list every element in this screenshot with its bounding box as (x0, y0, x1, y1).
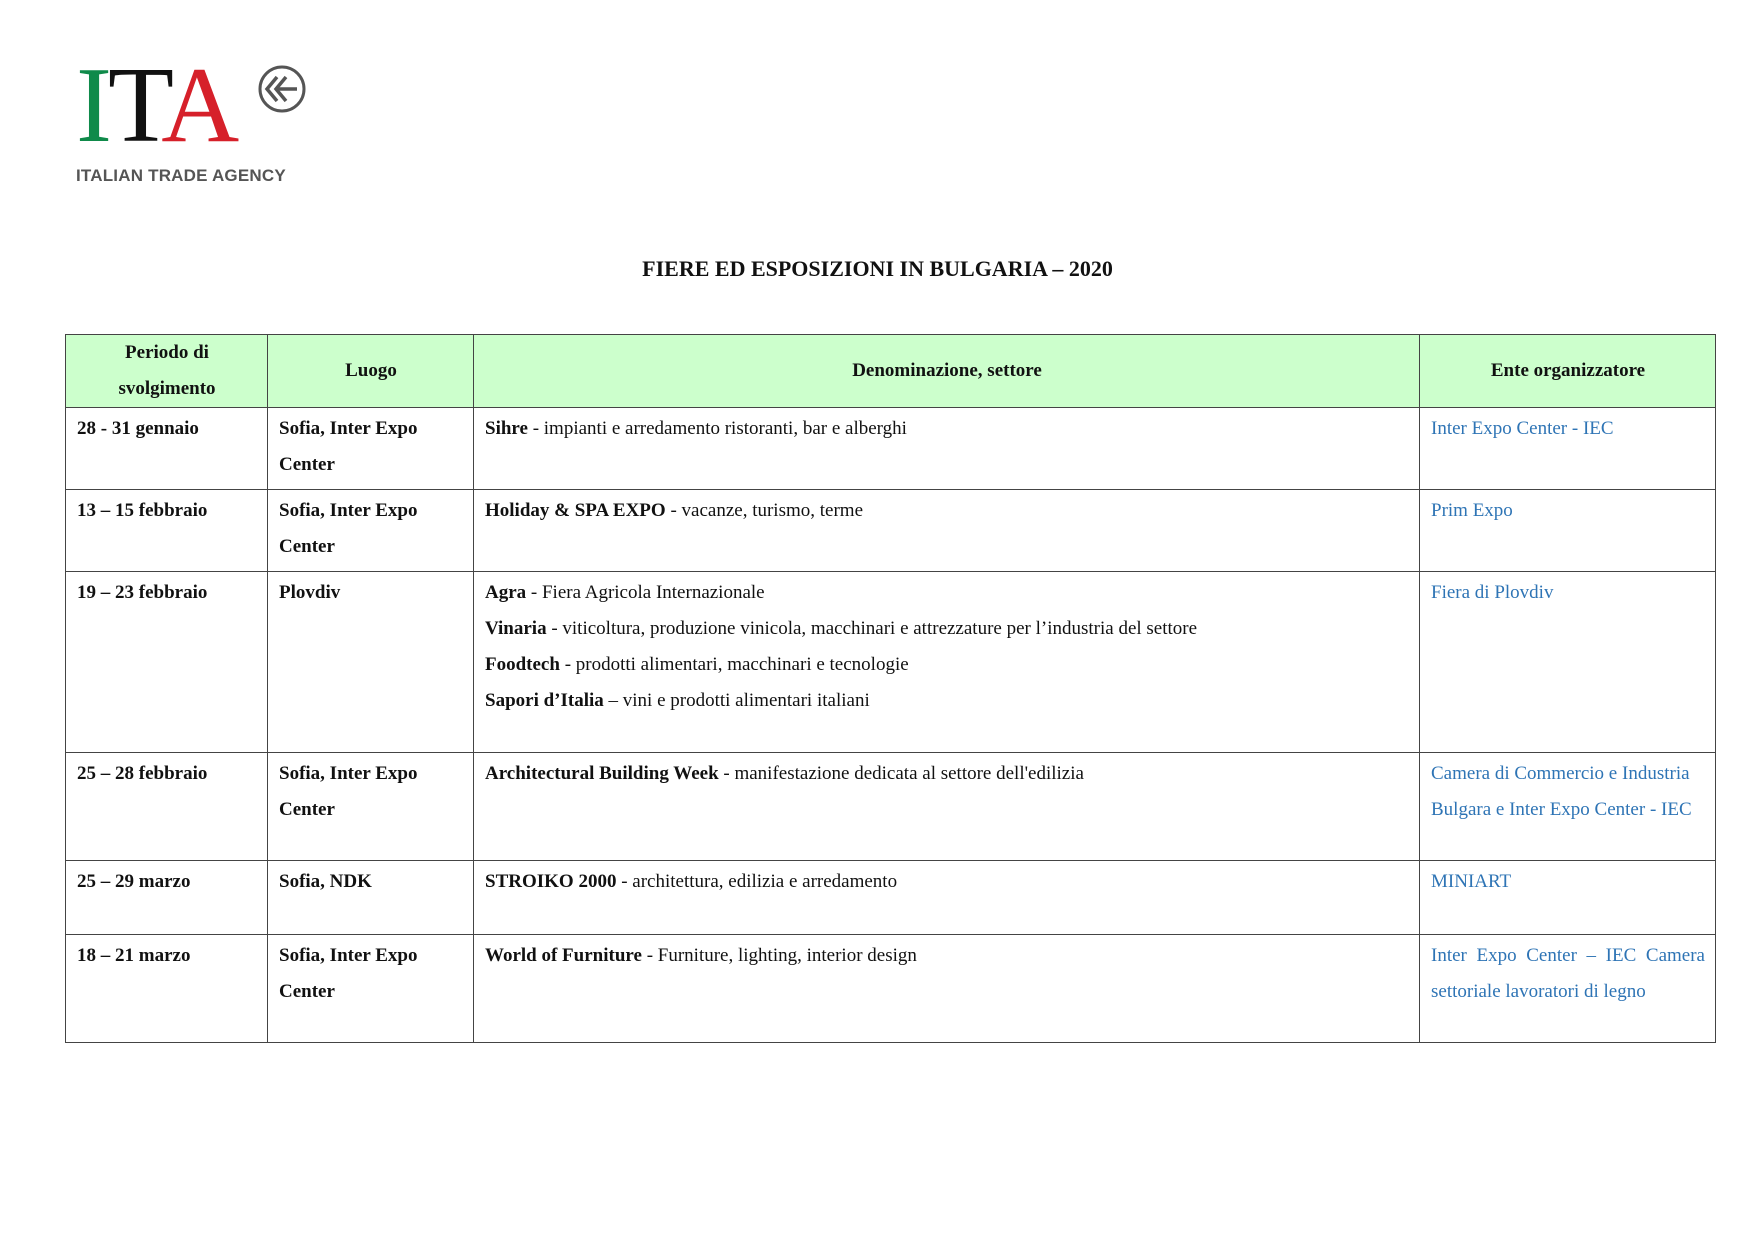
table-row (66, 935, 1716, 1043)
event-description: - architettura, edilizia e arredamento (616, 871, 898, 892)
event-entry (485, 938, 1409, 974)
table-row (66, 861, 1716, 935)
ita-logo (76, 46, 326, 193)
event-entry (485, 683, 1409, 719)
event-description: – vini e prodotti alimentari italiani (603, 690, 870, 711)
place-cell: Sofia, Inter Expo Center (268, 753, 474, 861)
logo-letter-a: A (161, 46, 236, 165)
event-cell (474, 408, 1420, 490)
place-cell: Sofia, Inter Expo Center (268, 935, 474, 1043)
event-cell (474, 861, 1420, 935)
event-cell (474, 572, 1420, 753)
event-entry (485, 756, 1409, 792)
event-description: - Furniture, lighting, interior design (641, 945, 917, 966)
organizer-link[interactable]: Inter Expo Center - IEC (1420, 408, 1716, 490)
event-cell (474, 490, 1420, 572)
logo-letter-t: T (107, 46, 162, 165)
header-name: Denominazione, settore (474, 335, 1420, 408)
event-name: Agra (485, 582, 527, 603)
event-name: World of Furniture (485, 945, 642, 966)
organizer-link[interactable]: Prim Expo (1420, 490, 1716, 572)
events-table (65, 334, 1716, 1043)
event-entry (485, 647, 1409, 683)
table-row (66, 753, 1716, 861)
event-cell (474, 753, 1420, 861)
event-name: Architectural Building Week (485, 763, 719, 784)
logo-tagline: ITALIAN TRADE AGENCY (76, 166, 286, 185)
place-cell: Sofia, NDK (268, 861, 474, 935)
event-description: - prodotti alimentari, macchinari e tecnologie (559, 654, 909, 675)
logo-letters (76, 46, 236, 165)
period-cell: 28 - 31 gennaio (66, 408, 268, 490)
place-cell: Sofia, Inter Expo Center (268, 408, 474, 490)
event-description: - vacanze, turismo, terme (665, 500, 864, 521)
period-cell: 25 – 28 febbraio (66, 753, 268, 861)
period-cell: 25 – 29 marzo (66, 861, 268, 935)
header-organizer: Ente organizzatore (1420, 335, 1716, 408)
period-cell: 18 – 21 marzo (66, 935, 268, 1043)
organizer-link[interactable]: Camera di Commercio e Industria Bulgara e Inter Expo Center - IEC (1420, 753, 1716, 861)
event-description: - viticoltura, produzione vinicola, macchinari e attrezzature per l’industria del settore (546, 618, 1198, 639)
period-cell: 19 – 23 febbraio (66, 572, 268, 753)
event-entry (485, 411, 1409, 447)
place-cell: Sofia, Inter Expo Center (268, 490, 474, 572)
table-header-row (66, 335, 1716, 408)
table-row (66, 572, 1716, 753)
event-cell (474, 935, 1420, 1043)
event-name: Sihre (485, 418, 528, 439)
event-name: Foodtech (485, 654, 560, 675)
event-entry (485, 493, 1409, 529)
event-description: - Fiera Agricola Internazionale (526, 582, 765, 603)
event-name: Sapori d’Italia (485, 690, 604, 711)
arrow-circle-icon (257, 64, 307, 114)
header-place: Luogo (268, 335, 474, 408)
event-entry (485, 575, 1409, 611)
event-name: STROIKO 2000 (485, 871, 617, 892)
event-name: Vinaria (485, 618, 547, 639)
event-description: - manifestazione dedicata al settore dell'edilizia (718, 763, 1084, 784)
page-title: FIERE ED ESPOSIZIONI IN BULGARIA – 2020 (642, 256, 1113, 281)
table-row (66, 408, 1716, 490)
logo-letter-i: I (76, 46, 108, 165)
event-entry (485, 611, 1409, 647)
organizer-link[interactable]: Fiera di Plovdiv (1420, 572, 1716, 753)
organizer-link[interactable]: MINIART (1420, 861, 1716, 935)
header-period: Periodo di svolgimento (66, 335, 268, 408)
place-cell: Plovdiv (268, 572, 474, 753)
period-cell: 13 – 15 febbraio (66, 490, 268, 572)
organizer-link[interactable]: Inter Expo Center – IEC Camera settoriale lavoratori di legno (1420, 935, 1716, 1043)
table-row (66, 490, 1716, 572)
event-entry (485, 864, 1409, 900)
event-name: Holiday & SPA EXPO (485, 500, 666, 521)
event-description: - impianti e arredamento ristoranti, bar e alberghi (527, 418, 907, 439)
